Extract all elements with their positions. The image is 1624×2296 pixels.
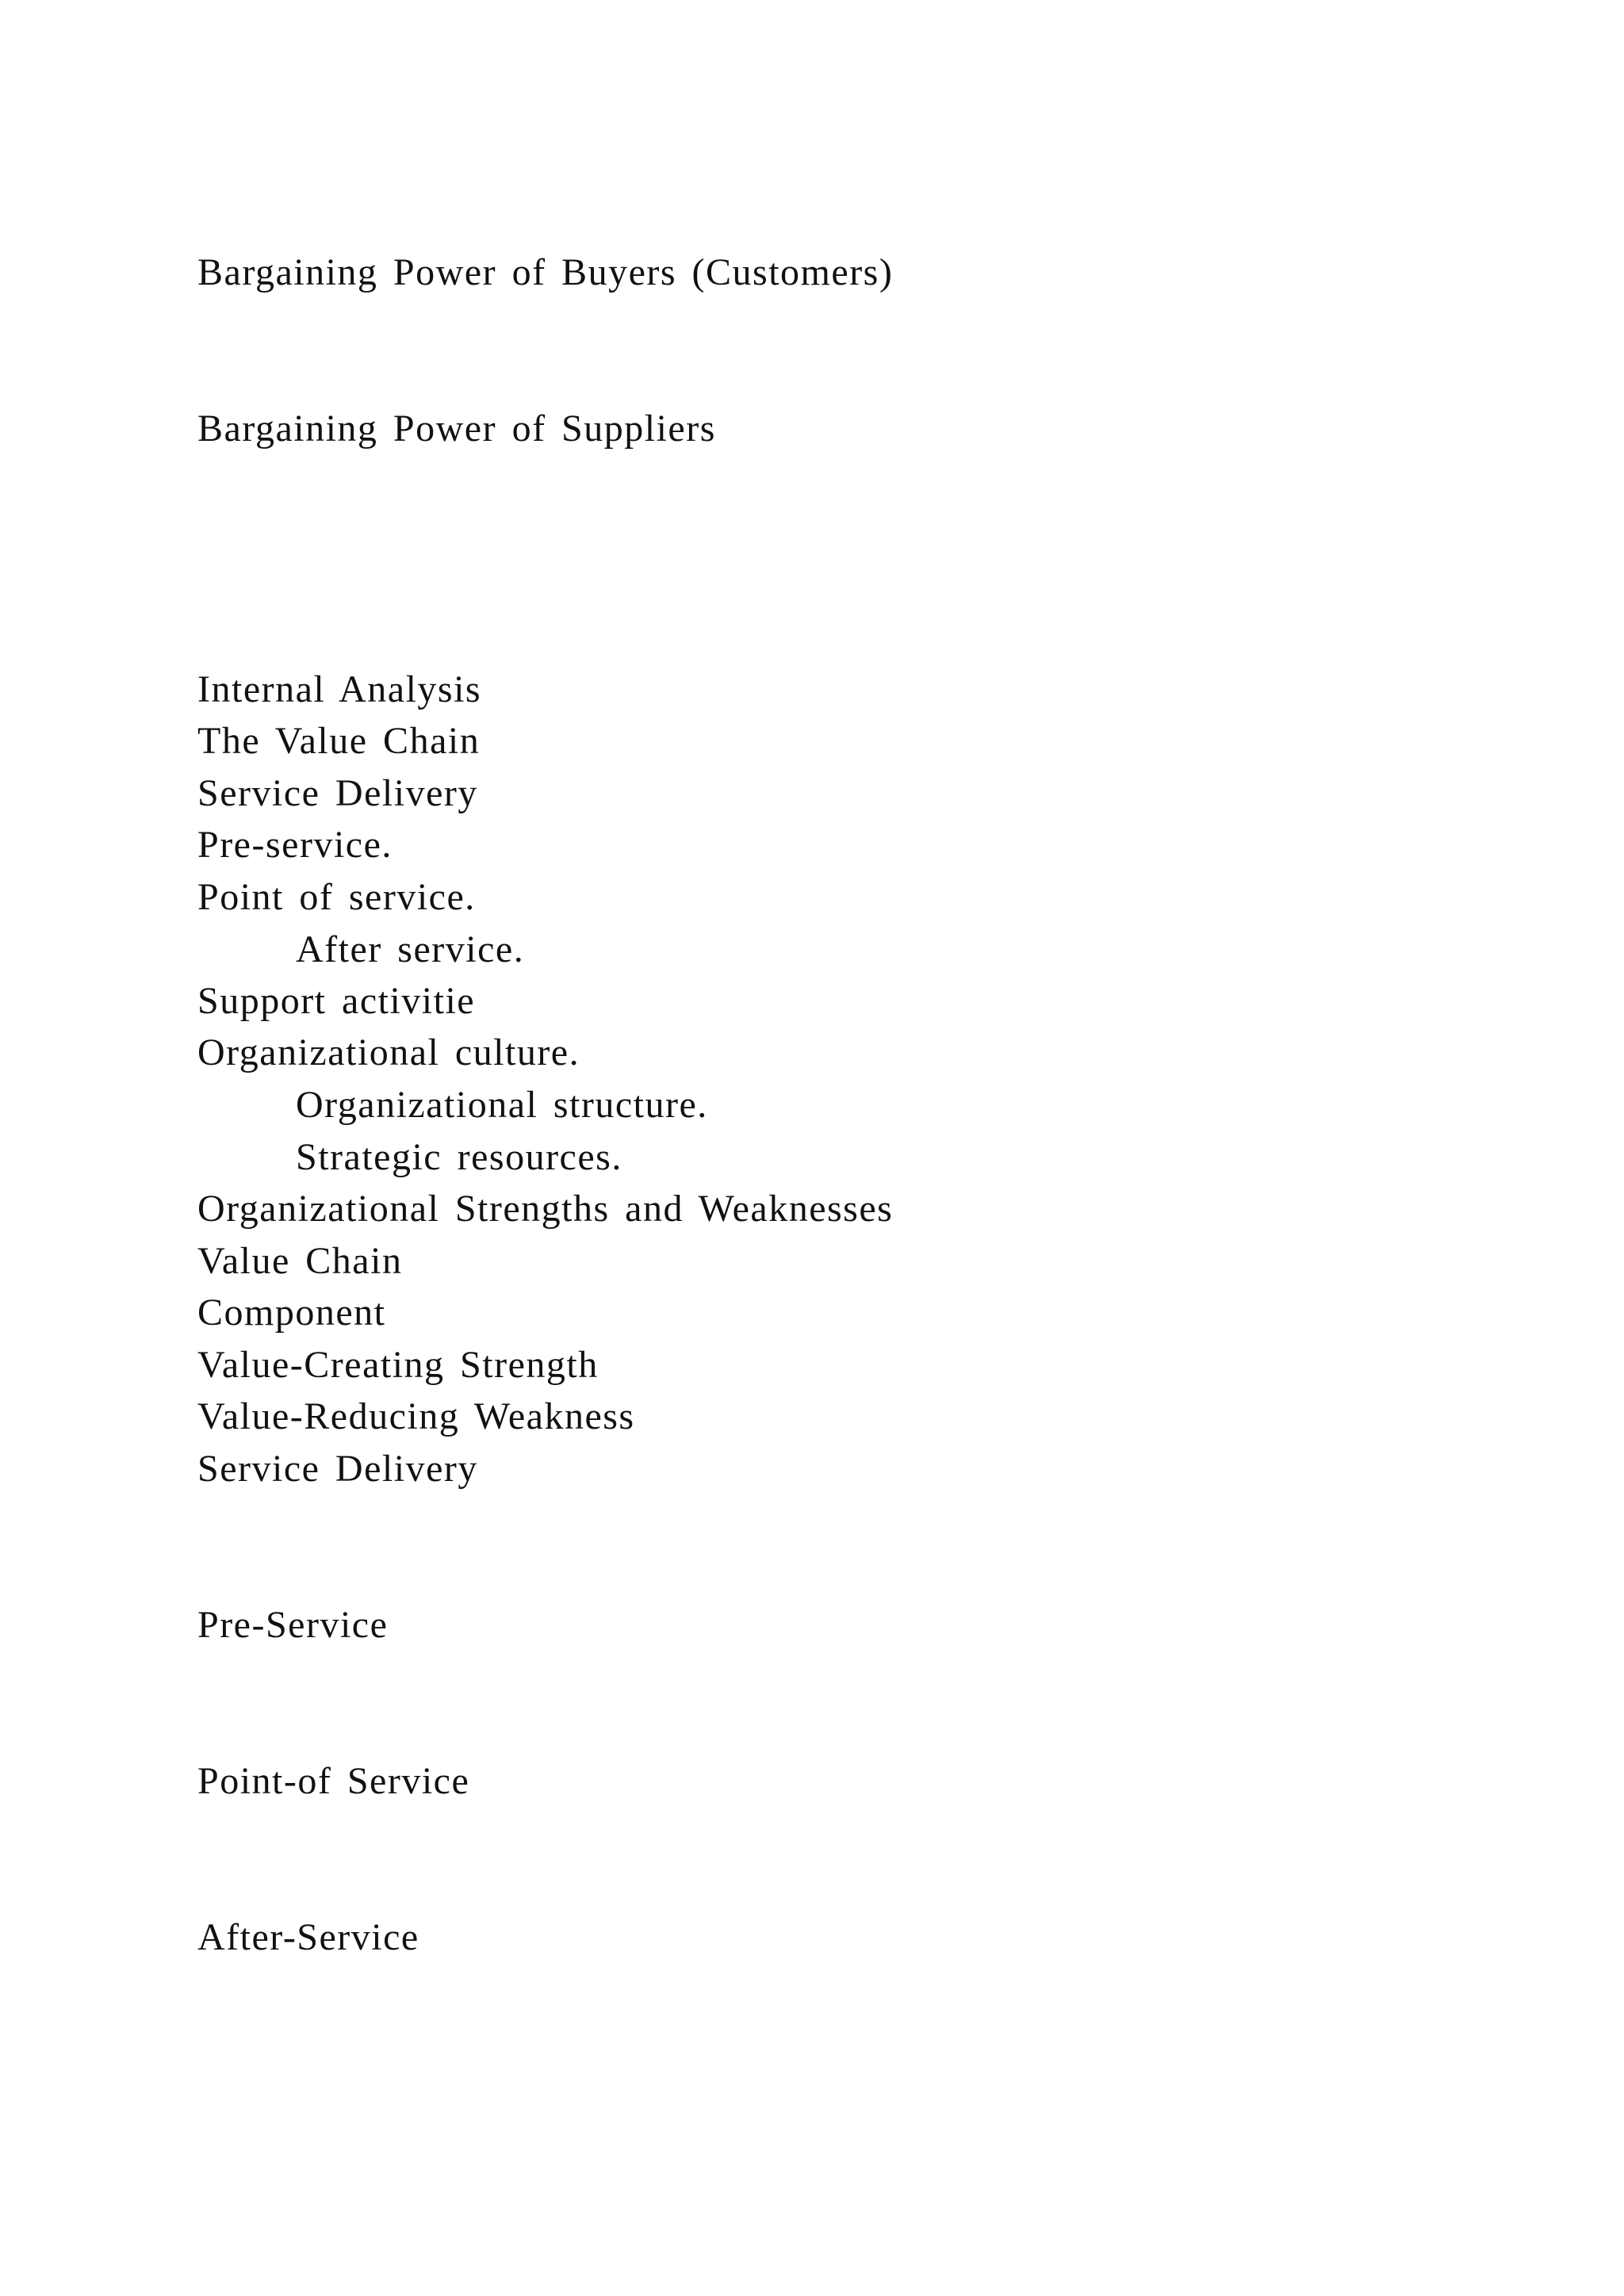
text-line: Bargaining Power of Buyers (Customers) — [197, 251, 894, 293]
text-line: Organizational Strengths and Weaknesses — [197, 1188, 894, 1230]
text-line: The Value Chain — [197, 720, 481, 762]
text-line: Pre-service. — [197, 824, 393, 866]
text-line: Support activitie — [197, 980, 476, 1022]
text-line: Organizational culture. — [197, 1031, 580, 1073]
text-line-indented: Strategic resources. — [296, 1136, 622, 1178]
text-line-indented: After service. — [296, 928, 525, 970]
text-line: Bargaining Power of Suppliers — [197, 408, 716, 450]
text-line: Value Chain — [197, 1240, 403, 1282]
text-line: Service Delivery — [197, 772, 478, 814]
text-line: Pre-Service — [197, 1604, 389, 1646]
text-line: Value-Creating Strength — [197, 1344, 599, 1386]
text-line: After-Service — [197, 1916, 419, 1958]
text-line: Point of service. — [197, 876, 476, 918]
section-heading: Internal Analysis — [197, 668, 482, 710]
text-line: Point-of Service — [197, 1760, 470, 1802]
text-line: Value-Reducing Weakness — [197, 1395, 635, 1437]
text-line: Service Delivery — [197, 1448, 478, 1490]
text-line: Component — [197, 1292, 386, 1334]
text-line-indented: Organizational structure. — [296, 1084, 708, 1126]
